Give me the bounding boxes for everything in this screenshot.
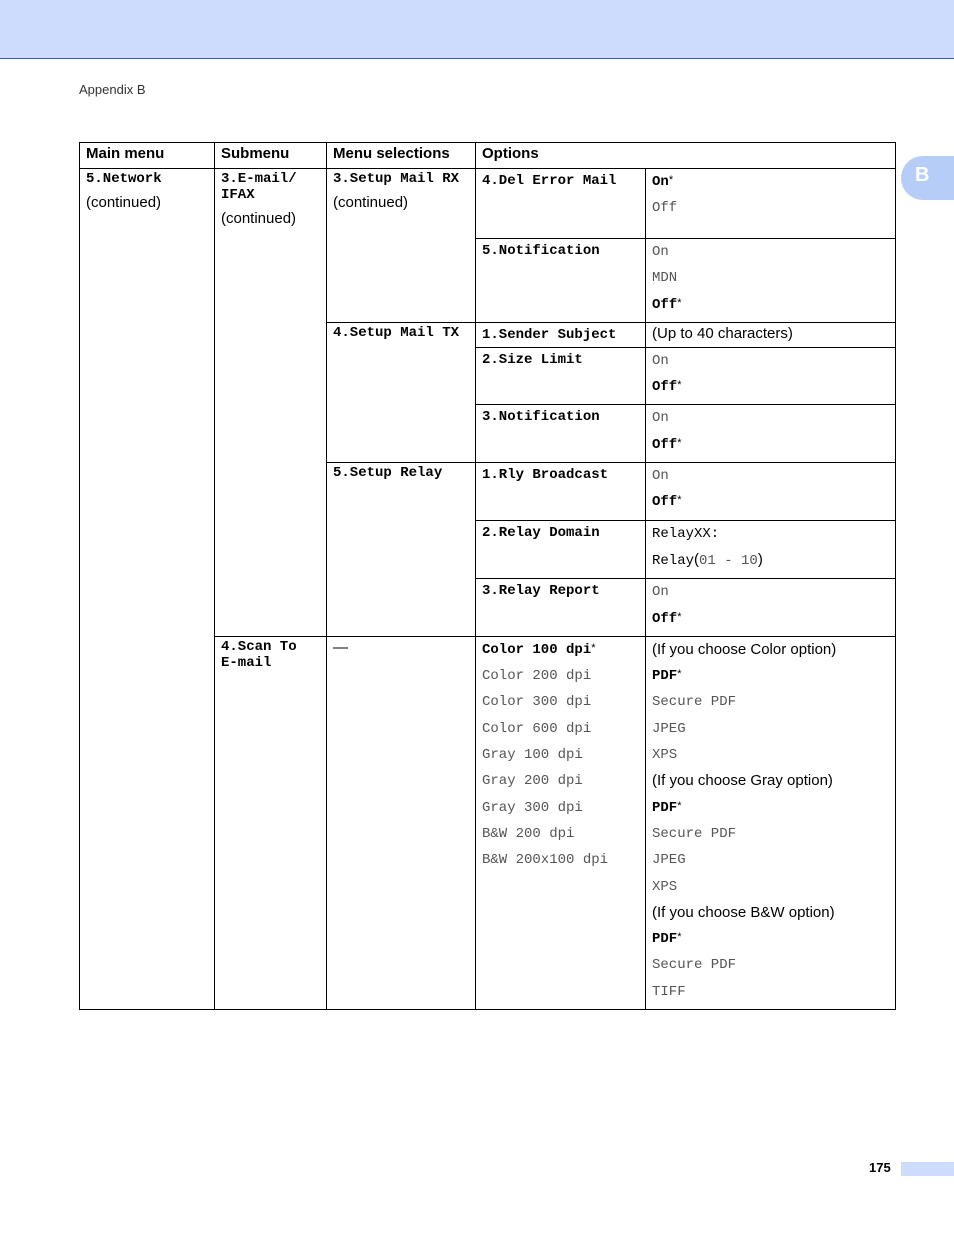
default-marker: * <box>591 641 596 654</box>
option-on: On <box>652 410 669 427</box>
file-type-item: XPS <box>652 878 678 895</box>
option-on: On <box>652 352 669 369</box>
footer-bar <box>901 1162 954 1176</box>
file-type-item: Secure PDF <box>652 694 737 711</box>
file-type-item: JPEG <box>652 720 686 737</box>
default-marker: * <box>677 379 682 392</box>
option-on: On <box>652 174 669 190</box>
mail-tx-cell <box>327 322 476 462</box>
bw-option-heading: (If you choose B&W option) <box>652 903 835 921</box>
option-off: Off <box>652 436 678 453</box>
option-off: Off <box>652 200 678 216</box>
resolution-item: Color 300 dpi <box>482 694 592 711</box>
relay-cell <box>327 463 476 637</box>
scan-to-email-name-1: 4.Scan To <box>221 638 297 655</box>
appendix-tab <box>901 156 954 200</box>
section-label: Appendix B <box>79 82 146 97</box>
file-type-item: Secure PDF <box>652 825 737 842</box>
sender-subject-label-cell <box>476 322 646 347</box>
relay-report-label: 3.Relay Report <box>482 583 600 600</box>
submenu-ifax-name-1: 3.E-mail/ <box>221 171 297 187</box>
header-band <box>0 0 954 59</box>
header-submenu: Submenu <box>215 143 327 169</box>
relay-domain-label-cell <box>476 520 646 579</box>
resolution-item: Color 100 dpi <box>482 641 592 658</box>
submenu-ifax-cell <box>215 169 327 637</box>
option-off: Off <box>652 494 678 511</box>
table-header-row <box>80 143 896 169</box>
header-menu-selections: Menu selections <box>327 143 476 169</box>
scan-to-email-selection: — <box>327 636 476 1009</box>
relay-report-options <box>646 579 896 637</box>
header-options: Options <box>476 143 896 169</box>
default-marker: * <box>677 931 682 944</box>
resolution-item: Color 600 dpi <box>482 720 592 737</box>
del-error-mail-label: 4.Del Error Mail <box>482 173 617 189</box>
sender-subject-value: (Up to 40 characters) <box>646 322 896 347</box>
submenu-ifax-name-2: IFAX <box>221 187 255 203</box>
gray-option-heading: (If you choose Gray option) <box>652 772 833 790</box>
file-type-item: PDF <box>652 799 678 816</box>
relay-report-label-cell <box>476 579 646 637</box>
size-limit-options <box>646 347 896 405</box>
mail-rx-note: (continued) <box>333 194 409 211</box>
resolution-item: B&W 200 dpi <box>482 825 575 842</box>
size-limit-label: 2.Size Limit <box>482 351 583 368</box>
resolution-item: Gray 200 dpi <box>482 773 583 790</box>
default-marker: * <box>677 494 682 507</box>
default-marker: * <box>677 799 682 812</box>
option-on: On <box>652 468 669 485</box>
tx-notification-label: 3.Notification <box>482 409 600 426</box>
file-type-item: Secure PDF <box>652 957 737 974</box>
rly-broadcast-label: 1.Rly Broadcast <box>482 467 609 484</box>
tx-notification-label-cell <box>476 405 646 463</box>
default-marker: * <box>677 296 682 309</box>
relay-domain-label: 2.Relay Domain <box>482 524 600 541</box>
file-type-item: PDF <box>652 668 678 685</box>
mail-rx-name: 3.Setup Mail RX <box>333 171 460 187</box>
resolution-item: Gray 300 dpi <box>482 799 583 816</box>
sender-subject-label: 1.Sender Subject <box>482 326 617 343</box>
scan-file-options <box>646 636 896 1009</box>
option-off: Off <box>652 610 678 627</box>
option-on: On <box>652 244 669 260</box>
resolution-item: Color 200 dpi <box>482 668 592 685</box>
main-menu-note: (continued) <box>86 194 162 211</box>
color-option-heading: (If you choose Color option) <box>652 640 837 658</box>
relay-paren-close: ) <box>757 550 763 568</box>
main-menu-name: 5.Network <box>86 171 162 187</box>
option-mdn: MDN <box>652 270 678 287</box>
scan-to-email-cell <box>215 636 327 1009</box>
rx-notification-options <box>646 239 896 323</box>
option-off: Off <box>652 379 678 396</box>
table-row <box>80 169 896 239</box>
header-main-menu: Main menu <box>80 143 215 169</box>
menu-table <box>79 142 896 1010</box>
relay-name: 5.Setup Relay <box>333 465 443 482</box>
mail-rx-cell <box>327 169 476 323</box>
relay-domain-options <box>646 520 896 579</box>
option-on: On <box>652 584 669 601</box>
del-error-mail-options <box>646 169 896 239</box>
relay-range: 01 - 10 <box>699 552 758 569</box>
main-menu-cell <box>80 169 215 1010</box>
submenu-ifax-note: (continued) <box>221 210 297 227</box>
default-marker: * <box>677 668 682 681</box>
appendix-tab-letter: B <box>915 164 930 186</box>
rx-notification-label: 5.Notification <box>482 243 600 259</box>
file-type-item: XPS <box>652 747 678 764</box>
resolution-item: Gray 100 dpi <box>482 747 583 764</box>
size-limit-label-cell <box>476 347 646 405</box>
rly-broadcast-label-cell <box>476 463 646 521</box>
relay-paren-open: ( <box>694 550 700 568</box>
rx-notification-label-cell <box>476 239 646 323</box>
default-marker: * <box>677 610 682 623</box>
default-marker: * <box>668 174 674 186</box>
file-type-item: TIFF <box>652 983 686 1000</box>
del-error-mail-label-cell <box>476 169 646 239</box>
page-number: 175 <box>869 1160 891 1175</box>
mail-tx-name: 4.Setup Mail TX <box>333 324 460 341</box>
relay-prefix: Relay <box>652 552 695 569</box>
scan-resolutions <box>476 636 646 1009</box>
option-off: Off <box>652 296 678 313</box>
default-marker: * <box>677 436 682 449</box>
relay-domain-format: RelayXX: <box>652 525 720 542</box>
resolution-item: B&W 200x100 dpi <box>482 852 609 869</box>
scan-to-email-name-2: E-mail <box>221 654 272 671</box>
file-type-item: JPEG <box>652 852 686 869</box>
tx-notification-options <box>646 405 896 463</box>
file-type-item: PDF <box>652 931 678 948</box>
rly-broadcast-options <box>646 463 896 521</box>
